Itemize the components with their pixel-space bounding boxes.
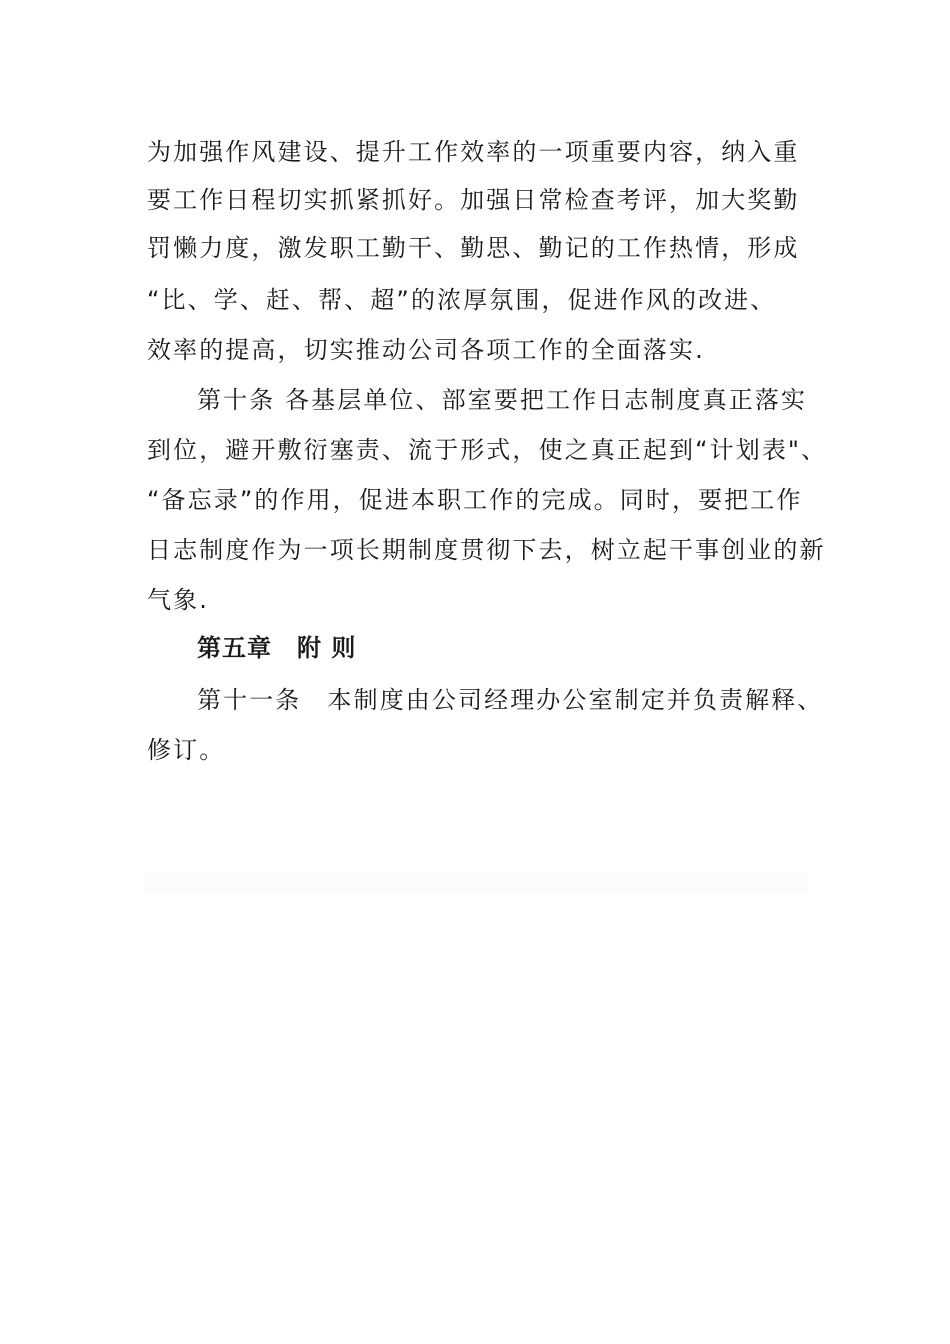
faint-background-band — [145, 872, 807, 894]
article-10-line-2: 到位，避开敷衍塞责、流于形式，使之真正起到“计划表"、 — [147, 436, 828, 464]
body-line-1: 为加强作风建设、提升工作效率的一项重要内容，纳入重 — [147, 138, 800, 166]
body-line-4: “比、学、赶、帮、超”的浓厚氛围，促进作风的改进、 — [147, 286, 777, 314]
body-line-3: 罚懒力度，激发职工勤干、勤思、勤记的工作热情，形成 — [147, 234, 800, 262]
article-10-line-5: 气象. — [147, 586, 209, 614]
article-10-line-4: 日志制度作为一项长期制度贯彻下去，树立起干事创业的新 — [147, 536, 826, 564]
article-10-line-1: 第十条 各基层单位、部室要把工作日志制度真正落实 — [197, 386, 808, 414]
body-line-2: 要工作日程切实抓紧抓好。加强日常检查考评，加大奖勤 — [147, 186, 800, 214]
article-10-line-3: “备忘录”的作用，促进本职工作的完成。同时，要把工作 — [147, 486, 803, 514]
article-11-line-2: 修订。 — [147, 736, 226, 764]
chapter-heading: 第五章 附 则 — [197, 634, 357, 662]
article-11-line-1: 第十一条 本制度由公司经理办公室制定并负责解释、 — [197, 686, 824, 714]
body-line-5: 效率的提高，切实推动公司各项工作的全面落实. — [147, 336, 705, 364]
